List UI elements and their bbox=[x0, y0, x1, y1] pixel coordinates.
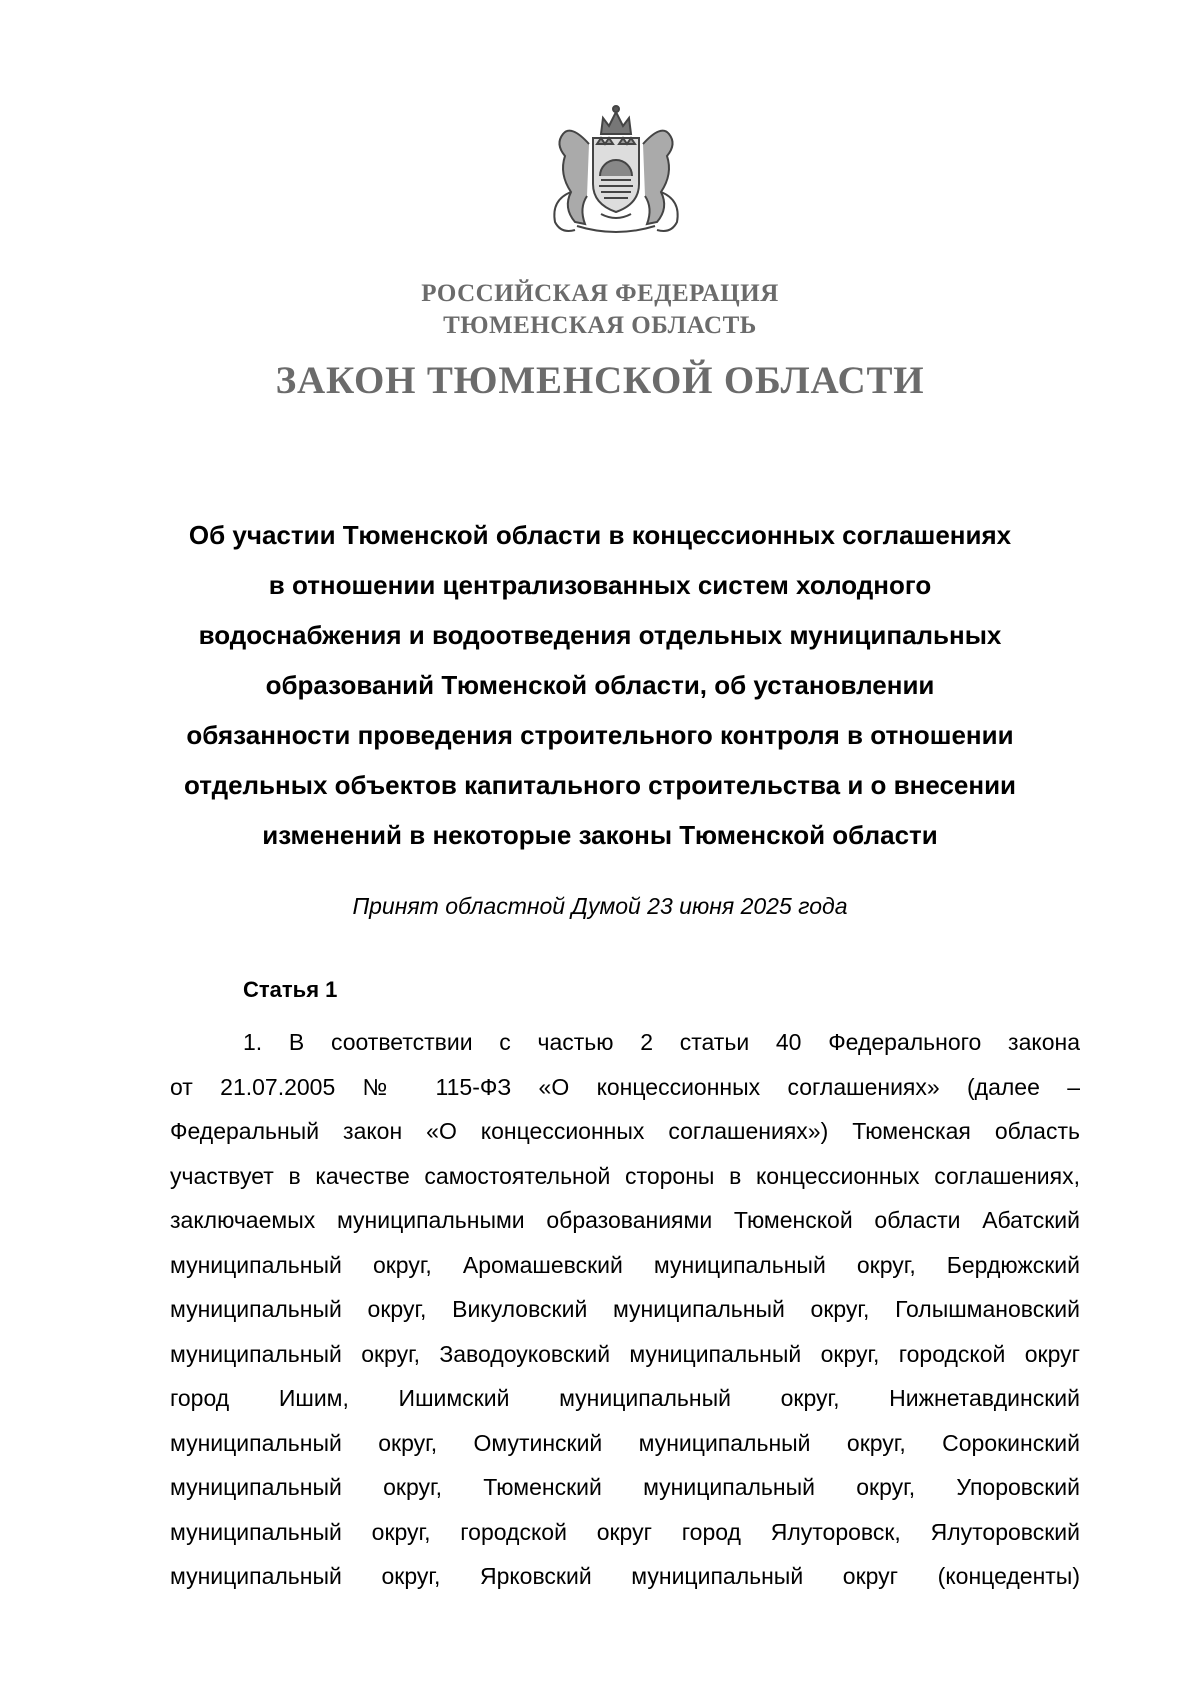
document-title bbox=[150, 510, 1050, 860]
title-line: изменений в некоторые законы Тюменской области bbox=[262, 820, 938, 850]
title-line: Об участии Тюменской области в концессионных соглашениях bbox=[188, 520, 1012, 550]
body-line: муниципальный округ, Заводоуковский муниципальный округ, городской округ bbox=[170, 1340, 1080, 1367]
law-kind-title: ЗАКОН ТЮМЕНСКОЙ ОБЛАСТИ bbox=[275, 359, 925, 402]
body-line: от 21.07.2005 № 115-ФЗ «О концессионных соглашениях» (далее – bbox=[170, 1073, 1080, 1100]
body-line: муниципальный округ, Ярковский муниципальный округ (концеденты) bbox=[170, 1563, 1080, 1589]
title-line: в отношении централизованных систем холодного bbox=[268, 570, 932, 600]
region-name: ТЮМЕНСКАЯ ОБЛАСТЬ bbox=[443, 312, 757, 339]
coat-of-arms-icon bbox=[541, 104, 691, 244]
body-line: муниципальный округ, Викуловский муниципальный округ, Голышмановский bbox=[170, 1296, 1080, 1322]
body-line: 1. В соответствии с частью 2 статьи 40 Федерального закона bbox=[243, 1029, 1080, 1055]
article-body bbox=[170, 1020, 1080, 1599]
body-line: муниципальный округ, Тюменский муниципальный округ, Упоровский bbox=[170, 1474, 1080, 1500]
adoption-date: Принят областной Думой 23 июня 2025 года bbox=[352, 893, 848, 919]
title-line: обязанности проведения строительного контроля в отношении bbox=[186, 720, 1014, 750]
title-line: водоснабжения и водоотведения отдельных муниципальных bbox=[198, 620, 1002, 650]
article-heading: Статья 1 bbox=[243, 977, 338, 1002]
country-name: РОССИЙСКАЯ ФЕДЕРАЦИЯ bbox=[421, 280, 779, 307]
body-line: муниципальный округ, Омутинский муниципальный округ, Сорокинский bbox=[170, 1429, 1080, 1456]
title-line: образований Тюменской области, об установлении bbox=[265, 670, 935, 700]
body-line: заключаемых муниципальными образованиями Тюменской области Абатский bbox=[170, 1207, 1080, 1233]
body-line: Федеральный закон «О концессионных соглашениях») Тюменская область bbox=[170, 1118, 1080, 1144]
body-line: город Ишим, Ишимский муниципальный округ, Нижнетавдинский bbox=[170, 1385, 1080, 1411]
title-line: отдельных объектов капитального строительства и о внесении bbox=[183, 770, 1017, 800]
body-line: муниципальный округ, городской округ город Ялуторовск, Ялуторовский bbox=[170, 1518, 1080, 1545]
body-line: участвует в качестве самостоятельной стороны в концессионных соглашениях, bbox=[170, 1162, 1080, 1189]
body-line: муниципальный округ, Аромашевский муниципальный округ, Бердюжский bbox=[170, 1251, 1080, 1278]
